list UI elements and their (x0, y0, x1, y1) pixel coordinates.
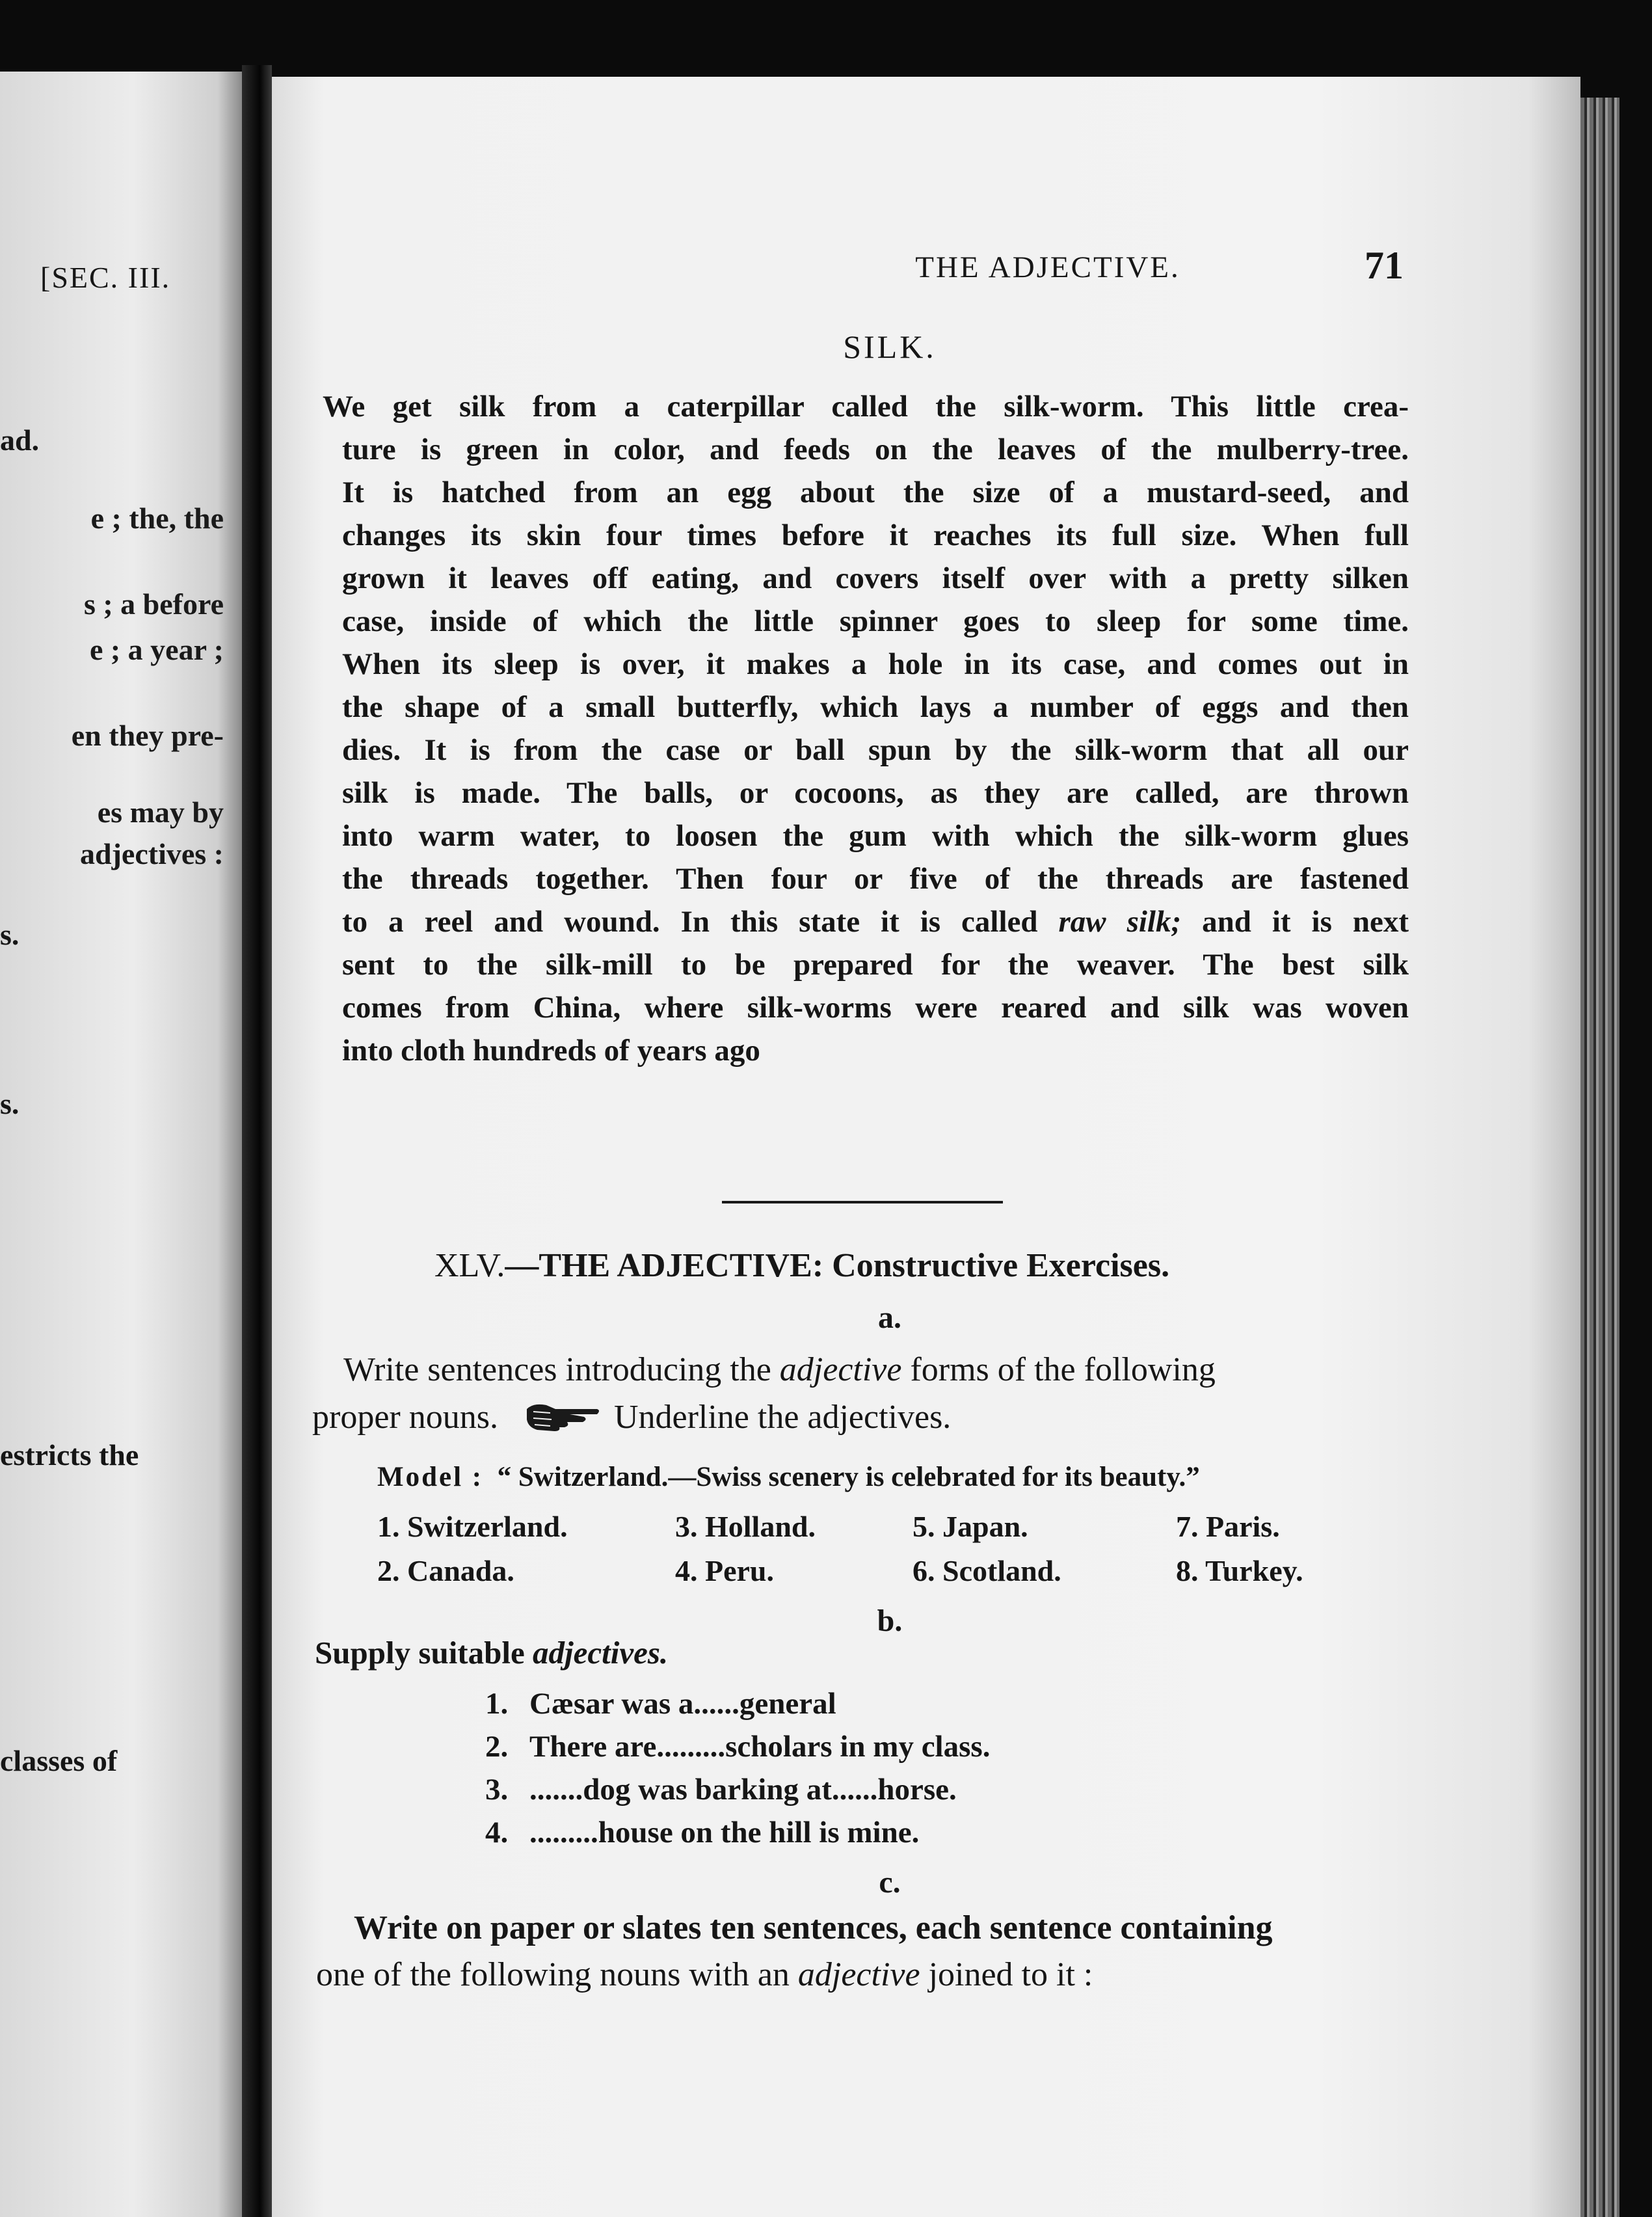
fill-in-text: .......dog was barking at......horse. (529, 1773, 957, 1807)
story-line: case, inside of which the little spinner goes to sleep for some time. (342, 604, 1409, 638)
left-page-fragment: adjectives : (80, 837, 224, 870)
instruction-text: Underline the adjectives. (613, 1398, 952, 1436)
part-b-prompt (315, 1634, 668, 1671)
noun-list-item: 2. Canada. (377, 1554, 514, 1587)
left-page (0, 72, 242, 2217)
part-c-instruction-line (316, 1958, 1093, 1992)
story-line: grown it leaves off eating, and covers itself over with a pretty silken (342, 561, 1409, 595)
noun-list-item: 1. Switzerland. (377, 1510, 568, 1543)
story-line: ture is green in color, and feeds on the leaves of the mulberry-tree. (342, 433, 1409, 466)
part-a-instruction-line (312, 1400, 951, 1440)
exercise-number: XLV. (434, 1247, 505, 1284)
story-line: silk is made. The balls, or cocoons, as they are called, are thrown (342, 776, 1409, 810)
model-label: Model : (377, 1462, 484, 1492)
instruction-text: Write sentences introducing the (343, 1351, 780, 1388)
story-line: comes from China, where silk-worms were reared and silk was woven (342, 991, 1409, 1025)
left-page-fragment: e ; the, the (90, 502, 224, 535)
instruction-italic: adjectives. (533, 1635, 669, 1671)
model-sentence (377, 1461, 1200, 1493)
fill-in-text: Cæsar was a......general (529, 1687, 836, 1721)
story-line: changes its skin four times before it reaches its full size. When full (342, 518, 1409, 552)
story-line: dies. It is from the case or ball spun by the silk-worm that all our (342, 733, 1409, 767)
story-line: sent to the silk-mill to be prepared for the weaver. The best silk (342, 948, 1409, 982)
story-title: SILK. (843, 329, 937, 365)
fill-in-item (485, 1772, 957, 1807)
instruction-text: forms of the following (901, 1351, 1216, 1388)
exercise-heading (434, 1246, 1169, 1285)
story-line: We get silk from a caterpillar called the silk-worm. This little crea- (323, 390, 1409, 423)
story-line: into warm water, to loosen the gum with which the silk-worm glues (342, 819, 1409, 853)
exercise-title: —THE ADJECTIVE (505, 1247, 812, 1284)
right-page (272, 77, 1580, 2217)
left-page-fragment: classes of (0, 1744, 118, 1777)
left-page-fragment: s ; a before (83, 587, 224, 621)
part-a-letter: a. (878, 1300, 901, 1335)
noun-list-item: 5. Japan. (913, 1510, 1028, 1543)
pointing-hand-icon (524, 1400, 602, 1440)
story-line-text: to a reel and wound. In this state it is called (342, 905, 1059, 939)
fill-in-number: 1. (485, 1687, 509, 1721)
fill-in-number: 3. (485, 1773, 509, 1807)
fill-in-item (485, 1815, 919, 1850)
story-line (342, 907, 1409, 937)
story-line-text: and it is next (1181, 905, 1409, 939)
fill-in-text: There are.........scholars in my class. (529, 1730, 991, 1764)
left-page-fragment: es may by (97, 796, 224, 829)
instruction-text: proper nouns. (312, 1398, 498, 1436)
left-page-fragment: s. (0, 918, 20, 951)
exercise-subtitle: : Constructive Exercises. (812, 1247, 1170, 1284)
page-number: 71 (1365, 244, 1404, 287)
section-divider (722, 1201, 1003, 1203)
left-page-fragment: ad. (0, 423, 40, 457)
story-line: into cloth hundreds of years ago (342, 1034, 760, 1068)
left-page-fragment: e ; a year ; (89, 633, 224, 666)
page-edge (1580, 98, 1619, 2217)
instruction-italic: adjective (797, 1956, 920, 1993)
fill-in-number: 4. (485, 1816, 509, 1849)
part-c-letter: c. (879, 1865, 901, 1900)
part-b-letter: b. (877, 1604, 903, 1638)
instruction-text: joined to it : (920, 1956, 1093, 1993)
left-page-section-label: [SEC. III. (40, 261, 171, 294)
story-italic-term: raw silk; (1058, 905, 1182, 939)
story-line: the threads together. Then four or five of the threads are fastened (342, 862, 1409, 896)
story-line: When its sleep is over, it makes a hole in its case, and comes out in (342, 647, 1409, 681)
story-line: the shape of a small butterfly, which lays a number of eggs and then (342, 690, 1409, 724)
part-a-instruction-line (343, 1353, 1216, 1387)
noun-list-item: 7. Paris. (1176, 1510, 1280, 1543)
left-page-fragment: s. (0, 1087, 20, 1120)
noun-list-item: 8. Turkey. (1176, 1554, 1303, 1587)
part-c-instruction-line: Write on paper or slates ten sentences, each sentence containing (354, 1909, 1273, 1946)
left-page-fragment: en they pre- (71, 719, 224, 752)
book-gutter (242, 65, 272, 2217)
story-line: It is hatched from an egg about the size of a mustard-seed, and (342, 476, 1409, 509)
instruction-text: one of the following nouns with an (316, 1956, 798, 1993)
model-text: “ Switzerland.—Swiss scenery is celebrated for its beauty.” (497, 1462, 1200, 1492)
instruction-text: Supply suitable (315, 1635, 533, 1671)
fill-in-item (485, 1686, 836, 1721)
noun-list-item: 4. Peru. (675, 1554, 775, 1587)
running-head: THE ADJECTIVE. (915, 250, 1180, 284)
fill-in-number: 2. (485, 1730, 509, 1764)
noun-list-item: 6. Scotland. (913, 1554, 1061, 1587)
noun-list-item: 3. Holland. (675, 1510, 816, 1543)
fill-in-item (485, 1729, 990, 1764)
fill-in-text: .........house on the hill is mine. (529, 1816, 920, 1849)
left-page-fragment: estricts the (0, 1438, 139, 1471)
instruction-italic: adjective (779, 1351, 902, 1388)
